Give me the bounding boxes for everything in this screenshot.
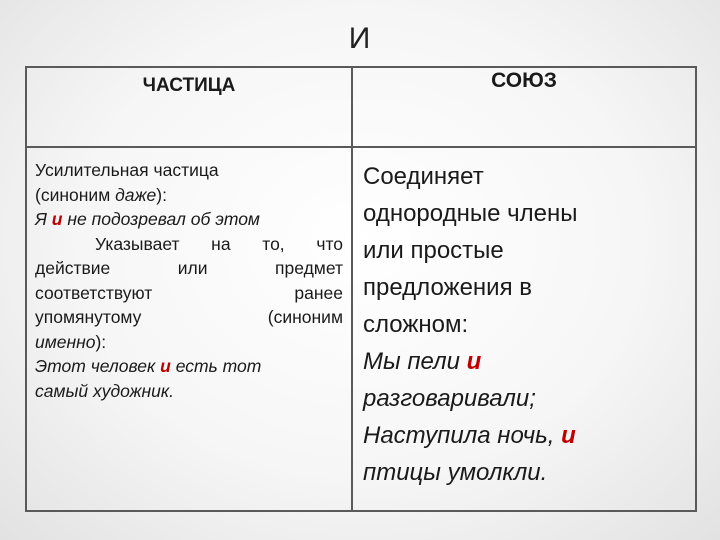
synonym-dazhe: даже [115,184,157,205]
slide-title: И [348,22,372,55]
particle-def-line2: (синоним даже): [35,184,167,205]
conjunction-description [352,147,696,511]
header-row [26,67,696,147]
conj-line3: или простые [363,237,504,264]
particle-example-2-cont: самый художник. [35,380,175,401]
conj-line1: Соединяет [363,163,484,190]
particle-example-2: Этот человек и есть тот [35,356,262,376]
particle-def-line1: Усилительная частица [35,160,219,180]
highlight-i: и [160,356,171,376]
header-particle: ЧАСТИЦА [26,67,352,147]
conj-example-2: Наступила ночь, и [363,422,576,449]
conj-line4: предложения в [363,274,532,301]
conj-example-1-cont: разговаривали; [363,385,536,412]
particle-meaning-line1: Указывает на то, что [95,233,343,254]
highlight-i: и [561,422,576,449]
comparison-table [25,66,697,512]
content-row [26,147,696,511]
particle-meaning-line5: именно): [35,331,107,352]
conj-example-1: Мы пели и [363,348,482,375]
highlight-i: и [51,209,63,229]
synonym-imenno: именно [35,331,96,352]
highlight-i: и [466,348,482,375]
particle-meaning-line4: упомянутому (синоним [35,307,343,327]
conj-line5: сложном: [363,311,469,338]
particle-example-1: Я и не подозревал об этом [35,209,260,229]
conj-line2: однородные члены [363,200,578,227]
header-conjunction: СОЮЗ [352,67,696,147]
particle-meaning-line2: действие или предмет [35,258,343,278]
particle-description [26,147,352,511]
particle-meaning-line3: соответствуют ранее [35,282,343,303]
conj-example-2-cont: птицы умолкли. [363,459,548,486]
